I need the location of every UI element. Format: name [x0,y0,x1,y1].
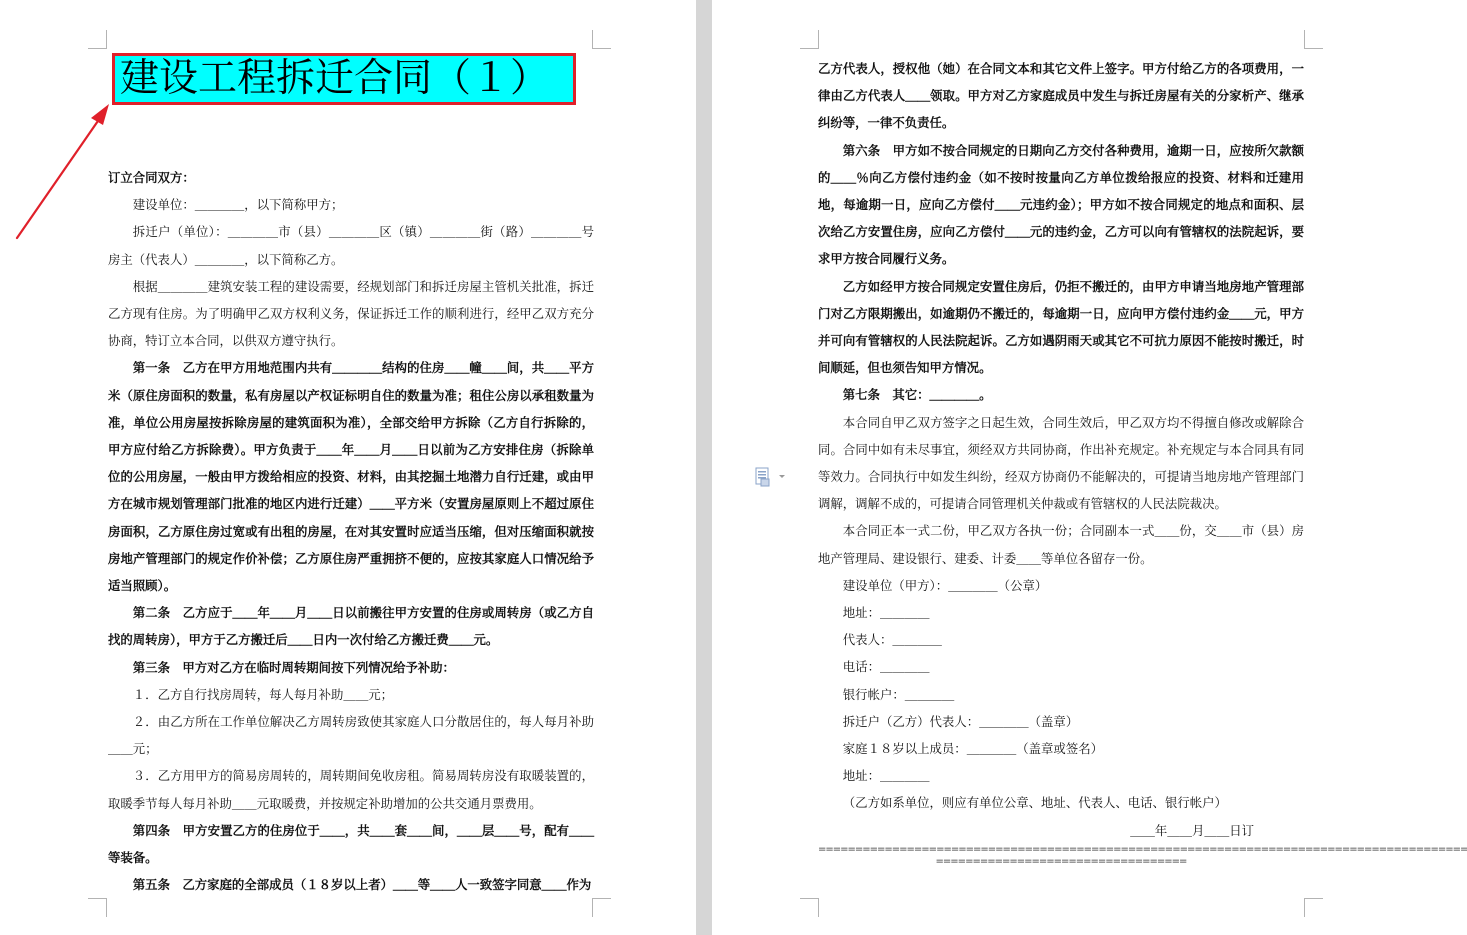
page-gap [696,0,712,935]
margin-corner-mark [592,30,611,49]
margin-corner-mark [1304,898,1323,917]
paragraph: 拆迁户（乙方）代表人：＿＿＿＿（盖章） [842,713,1079,729]
paragraph: ２．由乙方所在工作单位解决乙方周转房致使其家庭人口分散居住的，每人每月补助＿＿元； [108,714,594,757]
paragraph: 乙方如经甲方按合同规定安置住房后，仍拒不搬迁的，由甲方申请当地房地产管理部门对乙方限期搬出，如逾期仍不搬迁的，每逾期一日，应向甲方偿付违约金＿＿元，甲方并可向有管辖权的人民法院起诉。乙方如遇阴雨天或其它不可抗力原因不能按时搬迁，时间顺延，但也须告知甲方情况。 [818,278,1304,376]
paragraph: 家庭１８岁以上成员：＿＿＿＿（盖章或签名） [842,741,1103,757]
paragraph: 拆迁户（单位）：＿＿＿＿市（县）＿＿＿＿区（镇）＿＿＿＿街（路）＿＿＿＿号房主（代表人）＿＿＿＿，以下简称乙方。 [108,224,594,267]
paragraph: 第二条 乙方应于＿＿年＿＿月＿＿日以前搬往甲方安置的住房或周转房（或乙方自找的周转房），甲方于乙方搬迁后＿＿日内一次付给乙方搬迁费＿＿元。 [108,605,594,648]
paragraph: 建设单位：＿＿＿＿，以下简称甲方； [132,197,344,213]
margin-corner-mark [88,898,107,917]
paragraph: 第三条 甲方对乙方在临时周转期间按下列情况给予补助： [132,659,455,675]
margin-corner-mark [1304,30,1323,49]
paragraph: ３．乙方用甲方的简易房周转的，周转期间免收房租。简易周转房没有取暖装置的，取暖季节每人每月补助＿＿元取暖费，并按规定补助增加的公共交通月票费用。 [108,768,594,811]
float-options-button[interactable] [754,466,788,488]
margin-corner-mark [800,898,819,917]
right-page-body[interactable] [818,55,1467,868]
paragraph: 第四条 甲方安置乙方的住房位于＿＿，共＿＿套＿＿间，＿＿层＿＿号，配有＿＿等装备。 [108,822,594,866]
paragraph: 代表人：＿＿＿＿ [842,632,942,648]
paragraph: 乙方代表人，授权他（她）在合同文本和其它文件上签字。甲方付给乙方的各项费用，一律由乙方代表人＿＿领取。甲方对乙方家庭成员中发生与拆迁房屋有关的分家析产、继承纠纷等，一律不负责任。 [818,61,1304,131]
paragraph: 建设单位（甲方）：＿＿＿＿（公章） [842,577,1048,593]
paragraph: 第一条 乙方在甲方用地范围内共有＿＿＿＿结构的住房＿＿幢＿＿间，共＿＿平方米（原住房面积的数量，私有房屋以产权证标明自住的数量为准；租住公房以承租数量为准，单位公用房屋按拆除房屋的建筑面积为准），全部交给甲方拆除（乙方自行拆除的，甲方应付给乙方拆除费）。甲方负责于＿＿年＿＿月＿＿日以前为乙方安排住房（拆除单位的公用房屋，一般由甲方拨给相应的投资、材料，由其挖掘土地潜力自行迁建，或由甲方在城市规划管理部门批准的地区内进行迁建）＿＿平方米（安置房屋原则上不超过原住房面积，乙方原住房过宽或有出租的房屋，在对其安置时应适当压缩，但对压缩面积就按房地产管理部门的规定作价补偿；乙方原住房严重拥挤不便的，应按其家庭人口情况给予适当照顾）。 [108,360,594,594]
arrow-shaft [17,118,100,238]
margin-corner-mark [800,30,819,49]
paragraph: 地址：＿＿＿＿ [842,768,930,784]
paragraph: 订立合同双方： [108,170,195,185]
paragraph: 第五条 乙方家庭的全部成员（１８岁以上者）＿＿等＿＿人一致签字同意＿＿作为 [132,877,592,893]
paragraph: 银行帐户：＿＿＿＿ [842,686,955,702]
paragraph: 根据＿＿＿＿建筑安装工程的建设需要，经规划部门和拆迁房屋主管机关批准，拆迁乙方现有住房。为了明确甲乙双方权利义务，保证拆迁工作的顺利进行，经甲乙双方充分协商，特订立本合同，以供双方遵守执行。 [108,278,594,349]
separator-line: ======================================================================================== [818,843,1467,855]
paragraph: （乙方如系单位，则应有单位公章、地址、代表人、电话、银行帐户） [842,795,1227,811]
paragraph: 本合同自甲乙双方签字之日起生效，合同生效后，甲乙双方均不得擅自修改或解除合同。合同中如有未尽事宜，须经双方共同协商，作出补充规定。补充规定与本合同具有同等效力。合同执行中如发生纠纷，经双方协商仍不能解决的，可提请当地房地产管理部门调解，调解不成的，可提请合同管理机关仲裁或有管辖权的人民法院裁决。 [818,414,1304,512]
paragraph: 本合同正本一式二份，甲乙双方各执一份；合同副本一式＿＿份，交＿＿市（县）房地产管理局、建设银行、建委、计委＿＿等单位各留存一份。 [818,523,1304,566]
paragraph: 电话：＿＿＿＿ [842,659,930,675]
paragraph: 第六条 甲方如不按合同规定的日期向乙方交付各种费用，逾期一日，应按所欠款额的＿＿％向乙方偿付违约金（如不按时按量向乙方单位拨给报应的投资、材料和迁建用地，每逾期一日，应向乙方偿付＿＿元违约金）；甲方如不按合同规定的地点和面积、层次给乙方安置住房，应向乙方偿付＿＿元的违约金，乙方可以向有管辖权的法院起诉，要求甲方按合同履行义务。 [818,142,1304,267]
paragraph: 地址：＿＿＿＿ [842,605,930,621]
document-options-icon [754,466,788,488]
right-paragraphs [818,55,1304,817]
document-title[interactable]: 建设工程拆迁合同（１） [112,53,576,105]
paragraph: 第七条 其它：＿＿＿＿。 [842,387,992,403]
arrow-head [91,104,109,125]
margin-corner-mark [592,898,611,917]
separator-line: ================================== [935,855,1187,867]
left-page-body[interactable] [108,164,594,898]
date-line: ＿＿年＿＿月＿＿日订 [1130,822,1254,838]
paragraph: １．乙方自行找房周转，每人每月补助＿＿元； [132,686,393,702]
